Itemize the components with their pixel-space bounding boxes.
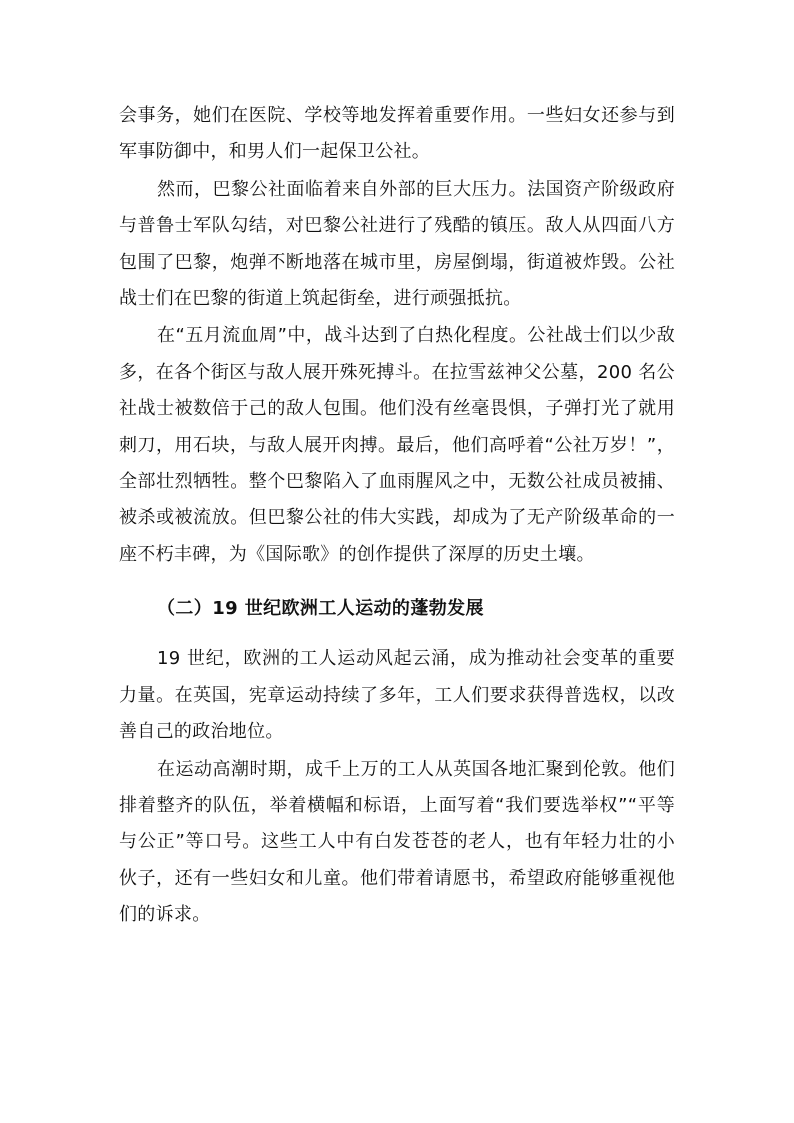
paragraph-chartist-march: 在运动高潮时期，成千上万的工人从英国各地汇聚到伦敦。他们排着整齐的队伍，举着横幅和标语，上面写着“我们要选举权”“平等与公正”等口号。这些工人中有白发苍苍的老人，也有年轻力壮的小伙子，还有一些妇女和儿童。他们带着请愿书，希望政府能够重视他们的诉求。 <box>119 758 675 926</box>
section-heading: （二）19 世纪欧洲工人运动的蓬勃发展 <box>157 598 484 620</box>
paragraph-workers-movement: 19 世纪，欧洲的工人运动风起云涌，成为推动社会变革的重要力量。在英国，宪章运动持续了多年，工人们要求获得普选权，以改善自己的政治地位。 <box>119 648 675 743</box>
document-body <box>119 98 675 934</box>
paragraph-bloody-week: 在“五月流血周”中，战斗达到了白热化程度。公社战士们以少敌多，在各个街区与敌人展开殊死搏斗。在拉雪兹神父公墓，200 名公社战士被数倍于己的敌人包围。他们没有丝毫畏惧，子弹打光了就用刺刀，用石块，与敌人展开肉搏。最后，他们高呼着“公社万岁！”，全部壮烈牺牲。整个巴黎陷入了血雨腥风之中，无数公社成员被捕、被杀或被流放。但巴黎公社的伟大实践，却成为了无产阶级革命的一座不朽丰碑，为《国际歌》的创作提供了深厚的历史土壤。 <box>119 325 675 565</box>
paragraph-paris-commune-pressure: 然而，巴黎公社面临着来自外部的巨大压力。法国资产阶级政府与普鲁士军队勾结，对巴黎公社进行了残酷的镇压。敌人从四面八方包围了巴黎，炮弹不断地落在城市里，房屋倒塌，街道被炸毁。公社战士们在巴黎的街道上筑起街垒，进行顽强抵抗。 <box>119 178 675 310</box>
paragraph-continued: 会事务，她们在医院、学校等地发挥着重要作用。一些妇女还参与到军事防御中，和男人们一起保卫公社。 <box>119 105 675 163</box>
